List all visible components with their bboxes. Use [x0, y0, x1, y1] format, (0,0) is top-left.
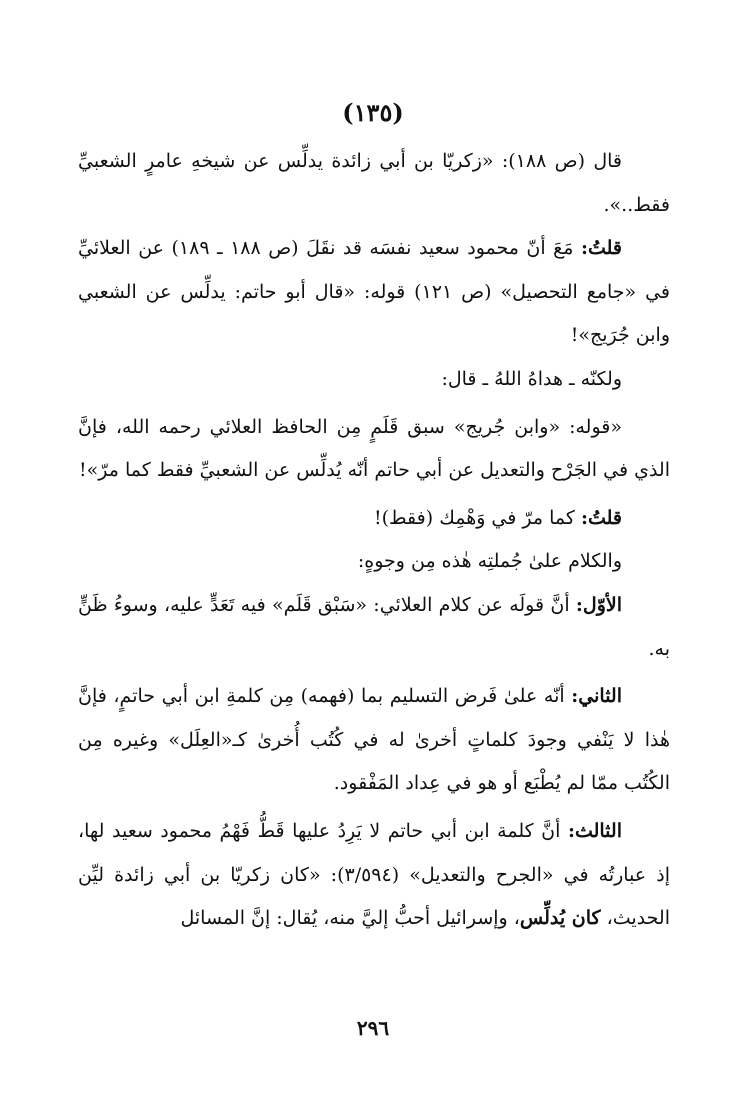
section-number: (١٣٥) [342, 98, 404, 127]
page-body [78, 140, 670, 945]
paragraph-8 [78, 675, 670, 806]
paragraph-4 [78, 406, 670, 493]
paragraph-9 [78, 810, 670, 941]
paragraph-text: «قوله: «وابن جُريج» سبق قَلَمٍ مِن الحافظ العلائي رحمه الله، فإنَّ الذي في الجَرْح والتعديل عن أبي حاتم أنّه يُدلِّس عن الشعبيِّ فقط كما مرّ»! [78, 415, 670, 482]
paragraph-text: كما مرّ في وَهْمِك (فقط)! [373, 506, 581, 529]
paragraph-lead: الثالث: [567, 819, 622, 842]
paragraph-lead: قلتُ: [580, 506, 622, 529]
paragraph-text: مَعَ أنّ محمود سعيد نفسَه قد نقَلَ (ص ١٨٨ ـ ١٨٩) عن العلائيِّ في «جامع التحصيل» (ص ١٢١) قوله: «قال أبو حاتم: يدلِّس عن الشعبي وابن جُرَيج»! [78, 237, 671, 347]
paragraph-tail: ، وإسرائيل أحبُّ إليَّ منه، يُقال: إنَّ المسائل [180, 907, 520, 930]
paragraph-1 [78, 140, 670, 227]
page-number: ٢٩٦ [356, 1016, 390, 1040]
paragraph-text: أنَّ قولَه عن كلام العلائي: «سَبْق قَلَم» فيه تَعَدٍّ عليه، وسوءُ ظَنٍّ به. [78, 593, 670, 660]
paragraph-bold-phrase: كان يُدلِّس [519, 907, 601, 930]
paragraph-2 [78, 227, 670, 358]
paragraph-lead: الأوّل: [575, 593, 622, 616]
paragraph-7 [78, 584, 670, 671]
paragraph-6 [78, 540, 670, 584]
paragraph-3 [78, 358, 670, 402]
paragraph-text: أنَّ كلمة ابن أبي حاتم لا يَرِدُ عليها قَطُّ فَهْمُ محمود سعيد لها، إذ عبارتُه في «الجرح والتعديل» (٣/٥٩٤): «كان زكريّا بن أبي زائدة ليِّن الحديث، [78, 819, 670, 930]
paragraph-lead: الثاني: [571, 685, 622, 708]
paragraph-text: والكلام علىٰ جُملتِه هٰذه مِن وجوهٍ: [357, 550, 622, 573]
paragraph-text: أنّه علىٰ فَرض التسليم بما (فهمه) مِن كلمةِ ابن أبي حاتمٍ، فإنَّ هٰذا لا يَنْفي وجودَ كلماتٍ أخرىٰ له في كُتُب أُخرىٰ كـ«العِلَل» وغيره مِن الكُتُب ممّا لم يُطْبَع أو هو في عِداد المَفْقود. [78, 685, 670, 795]
paragraph-text: قال (ص ١٨٨): «زكريّا بن أبي زائدة يدلِّس عن شيخهِ عامرٍ الشعبيِّ فقط..». [78, 150, 670, 216]
paragraph-5 [78, 497, 670, 541]
paragraph-text: ولكنّه ـ هداهُ اللهُ ـ قال: [441, 367, 622, 390]
paragraph-lead: قلتُ: [580, 237, 622, 260]
